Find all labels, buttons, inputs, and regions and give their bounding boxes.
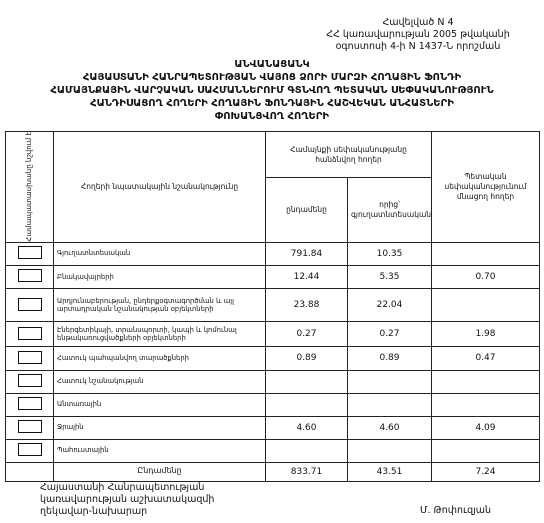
row-checkbox[interactable] (18, 246, 42, 259)
header-community: Համայնքի սեփականությանը հանձնվող հողեր (266, 132, 432, 178)
title-line-4: ՀԱՆԴԻՍԱՑՈՂ ՀՈՂԵՐԻ ՀՈՂԱՅԻՆ ՖՈՆԴԱՅԻՆ ՀԱՇՎԵԿԱՆ ԱՆՀԱՏՆԵՐԻ (90, 98, 454, 109)
row-name: Բնակավայրերի (54, 265, 266, 288)
document-title (10, 58, 534, 123)
table-row (6, 322, 540, 347)
row-name: Հատուկ պահպանվող տարածքների (54, 347, 266, 370)
row-agri: 0.89 (348, 347, 432, 370)
sum-agri: 43.51 (348, 462, 432, 481)
table-row (6, 265, 540, 288)
row-checkbox[interactable] (18, 327, 42, 340)
header-category: Հողերի նպատակային նշանակությունը (54, 132, 266, 243)
row-checkbox[interactable] (18, 443, 42, 456)
row-agri: 4.60 (348, 416, 432, 439)
land-table (5, 131, 540, 482)
signatory-line-1: Հայաստանի Հանրապետության (40, 482, 205, 493)
header-state: Պետական սեփականությունում մնացող հողեր (432, 132, 540, 243)
row-state (432, 288, 540, 322)
total-label: Ընդամենը (54, 462, 266, 481)
row-state: 4.09 (432, 416, 540, 439)
row-state: 1.98 (432, 322, 540, 347)
row-checkbox[interactable] (18, 269, 42, 282)
annex-number: Հավելված N 4 (382, 17, 454, 28)
annex-header (300, 17, 536, 53)
table-row (6, 370, 540, 393)
row-name: Գյուղատնտեսական (54, 242, 266, 265)
row-total: 23.88 (266, 288, 348, 322)
table-row (6, 439, 540, 462)
row-agri (348, 393, 432, 416)
row-state (432, 242, 540, 265)
row-state: 0.47 (432, 347, 540, 370)
row-name: Արդյունաբերության, ընդերքօգտագործման և այլ արտադրական նշանակության օբյեկտների (54, 288, 266, 322)
row-name: Հատուկ նշանակության (54, 370, 266, 393)
row-checkbox[interactable] (18, 420, 42, 433)
table-row (6, 242, 540, 265)
row-agri: 22.04 (348, 288, 432, 322)
row-checkbox[interactable] (18, 374, 42, 387)
row-name: Անտառային (54, 393, 266, 416)
row-name: Պահուստային (54, 439, 266, 462)
header-mark: Համապատասխանը նշվում է (6, 132, 54, 243)
title-line-1: ԱՆՎԱՆԱՑԱՆԿ (234, 59, 310, 70)
row-name: Ջրային (54, 416, 266, 439)
signatory-name: Մ. Թոփուզյան (420, 505, 492, 516)
row-agri: 0.27 (348, 322, 432, 347)
row-checkbox[interactable] (18, 298, 42, 311)
row-state (432, 370, 540, 393)
annex-decree: ՀՀ կառավարության 2005 թվականի (326, 29, 510, 40)
table-row (6, 288, 540, 322)
header-total: ընդամենը (266, 178, 348, 243)
row-name: Էներգետիկայի, տրանսպորտի, կապի և կոմունալ ենթակառուցվածքների օբյեկտների (54, 322, 266, 347)
row-state (432, 439, 540, 462)
row-total (266, 393, 348, 416)
header-including: որից՝ գյուղատնտեսական (348, 178, 432, 243)
total-row (6, 462, 540, 481)
sum-state: 7.24 (432, 462, 540, 481)
row-total: 0.27 (266, 322, 348, 347)
row-agri (348, 439, 432, 462)
row-agri: 10.35 (348, 242, 432, 265)
row-state (432, 393, 540, 416)
row-checkbox[interactable] (18, 397, 42, 410)
signatory-line-3: ղեկավար-նախարար (40, 506, 148, 517)
row-agri: 5.35 (348, 265, 432, 288)
table-row (6, 393, 540, 416)
row-total: 4.60 (266, 416, 348, 439)
signatory-position (40, 482, 214, 518)
row-total: 0.89 (266, 347, 348, 370)
signatory-line-2: կառավարության աշխատակազմի (40, 494, 215, 505)
table-row (6, 416, 540, 439)
row-total: 12.44 (266, 265, 348, 288)
title-line-2: ՀԱՅԱՍՏԱՆԻ ՀԱՆՐԱՊԵՏՈՒԹՅԱՆ ՎԱՅՈՑ ՁՈՐԻ ՄԱՐԶԻ ՀՈՂԱՅԻՆ ՖՈՆԴԻ (82, 72, 462, 83)
row-total: 791.84 (266, 242, 348, 265)
annex-date: օգոստոսի 4-ի N 1437-Ն որոշման (335, 41, 501, 52)
row-total (266, 370, 348, 393)
title-line-3: ՀԱՄԱՅՆՔԱՅԻՆ ՎԱՐՉԱԿԱՆ ՍԱՀՄԱՆՆԵՐՈՒՄ ԳՏՆՎՈՂ ՊԵՏԱԿԱՆ ՍԵՓԱԿԱՆՈՒԹՅՈՒՆ (50, 85, 494, 96)
title-line-5: ՓՈԽԱՆՑՎՈՂ ՀՈՂԵՐԻ (214, 111, 330, 122)
row-state: 0.70 (432, 265, 540, 288)
row-agri (348, 370, 432, 393)
row-checkbox[interactable] (18, 351, 42, 364)
sum-total: 833.71 (266, 462, 348, 481)
row-total (266, 439, 348, 462)
table-row (6, 347, 540, 370)
